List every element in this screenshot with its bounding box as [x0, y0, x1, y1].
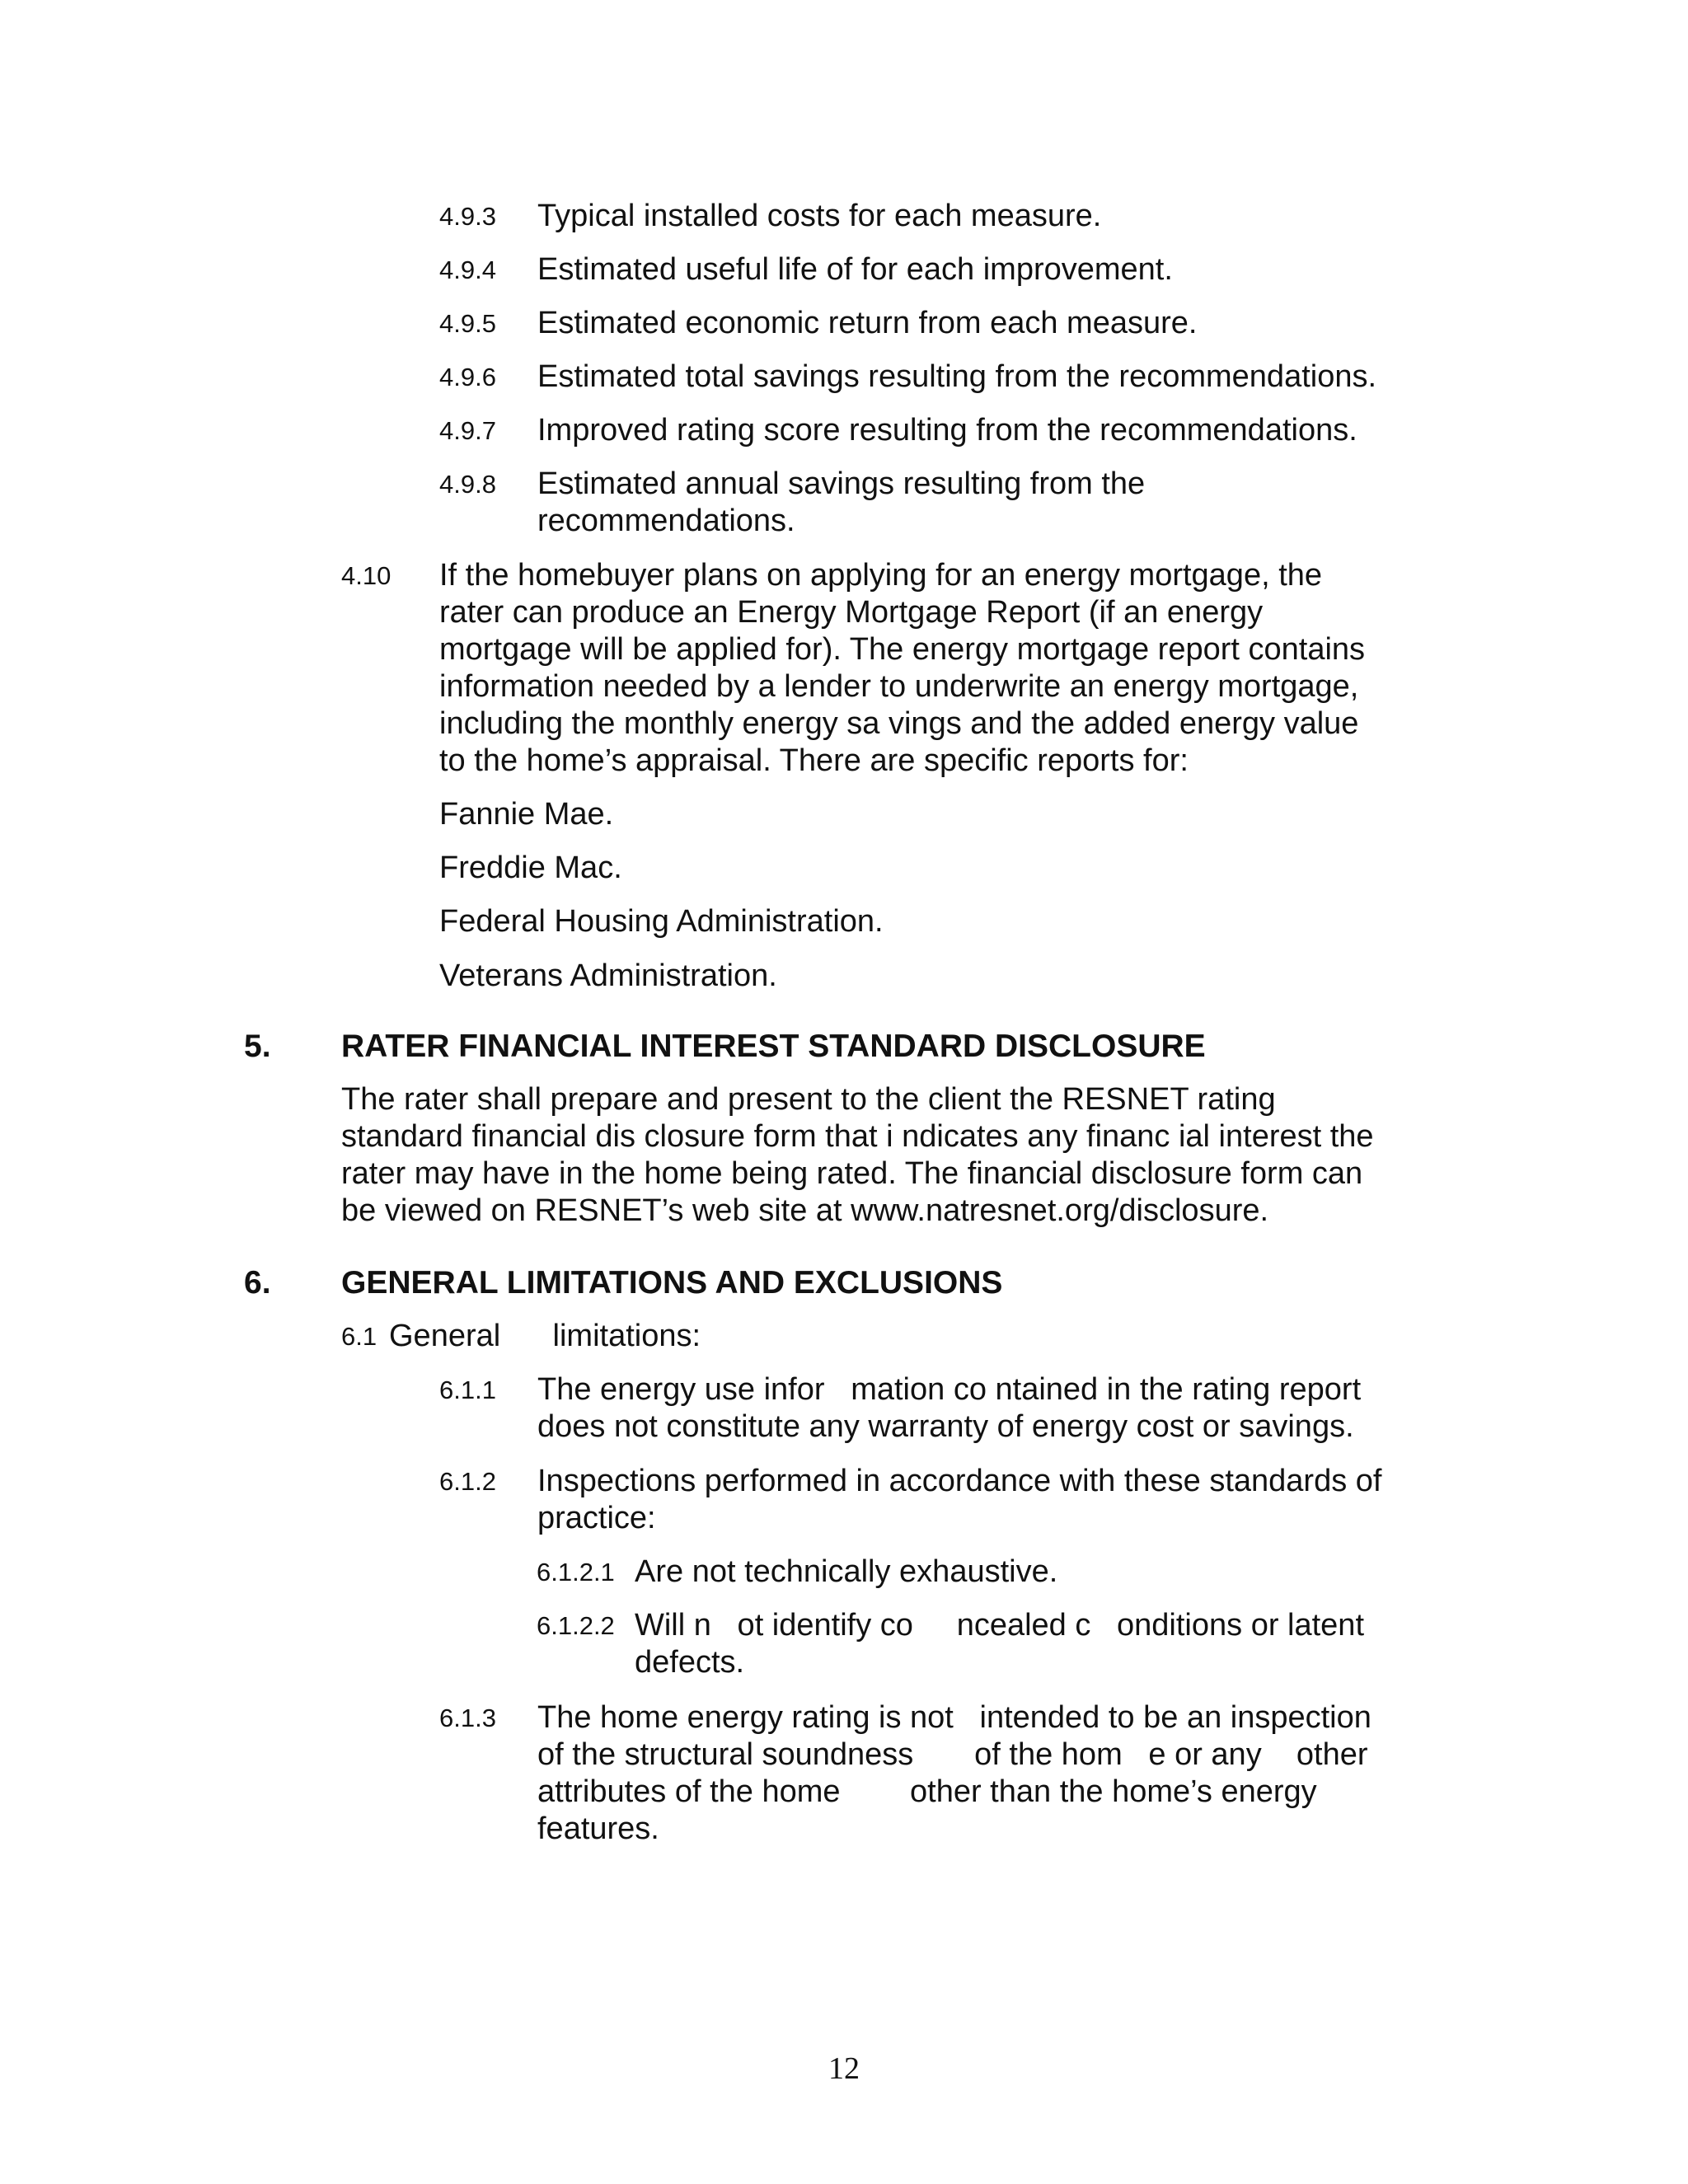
item-number: 4.9.6: [439, 363, 496, 391]
item-text: If the homebuyer plans on applying for an energy mortgage, the rater can produce an Energy Mortgage Report (if an energy mortgage will be applied for). The energy mortgage report contains information needed by a lender to underwrite an energy mortgage, including the monthly energy sa vings and the added energy value to the home’s appraisal. There are specific reports for:: [439, 558, 1366, 778]
item-text: Are not technically exhaustive.: [635, 1554, 1058, 1589]
item-number: 4.9.5: [439, 309, 496, 338]
item-number: 4.9.3: [439, 202, 496, 231]
item-text: Will n ot identify co ncealed c onditions or latent defects.: [635, 1608, 1365, 1680]
item-text: General limitations:: [389, 1319, 701, 1353]
item-number: 6.1.2.2: [537, 1611, 615, 1640]
item-number: 6.1.2: [439, 1467, 496, 1496]
report-item: Freddie Mac.: [439, 851, 622, 885]
item-text: Estimated total savings resulting from the recommendations.: [537, 359, 1377, 394]
item-text: The energy use infor mation co ntained in the rating report does not constitute any warranty of energy cost or savings.: [537, 1372, 1362, 1444]
report-item: Veterans Administration.: [439, 958, 777, 993]
item-number: 6.1.3: [439, 1704, 496, 1732]
section-number: 6.: [244, 1265, 271, 1301]
item-number: 4.9.4: [439, 255, 496, 284]
item-text: The home energy rating is not intended to be an inspection of the structural soundness of the hom e or any other attributes of the home other than the home’s energy features.: [537, 1700, 1372, 1846]
item-text: Improved rating score resulting from the recommendations.: [537, 413, 1357, 448]
item-number: 4.10: [341, 561, 392, 590]
section-number: 5.: [244, 1029, 271, 1064]
item-text: Estimated annual savings resulting from the recommendations.: [537, 466, 1146, 538]
item-number: 6.1: [341, 1322, 377, 1351]
item-number: 4.9.8: [439, 470, 496, 499]
item-text: Estimated economic return from each measure.: [537, 306, 1198, 340]
item-number: 4.9.7: [439, 416, 496, 445]
section-title: GENERAL LIMITATIONS AND EXCLUSIONS: [341, 1265, 1003, 1301]
report-item: Fannie Mae.: [439, 797, 614, 832]
item-number: 6.1.2.1: [537, 1558, 615, 1586]
item-text: Typical installed costs for each measure.: [537, 199, 1102, 233]
page-number: 12: [828, 2051, 860, 2086]
item-text: Estimated useful life of for each improvement.: [537, 252, 1173, 287]
report-item: Federal Housing Administration.: [439, 904, 884, 939]
section-title: RATER FINANCIAL INTEREST STANDARD DISCLOSURE: [341, 1029, 1206, 1064]
item-text: Inspections performed in accordance with these standards of practice:: [537, 1464, 1382, 1535]
item-number: 6.1.1: [439, 1376, 496, 1404]
section-body: The rater shall prepare and present to the client the RESNET rating standard financial dis closure form that i ndicates any financ ial interest the rater may have in the home being rated. The financial disclosure form can be viewed on RESNET’s web site at www.natresnet.org/disclosure.: [341, 1082, 1374, 1228]
